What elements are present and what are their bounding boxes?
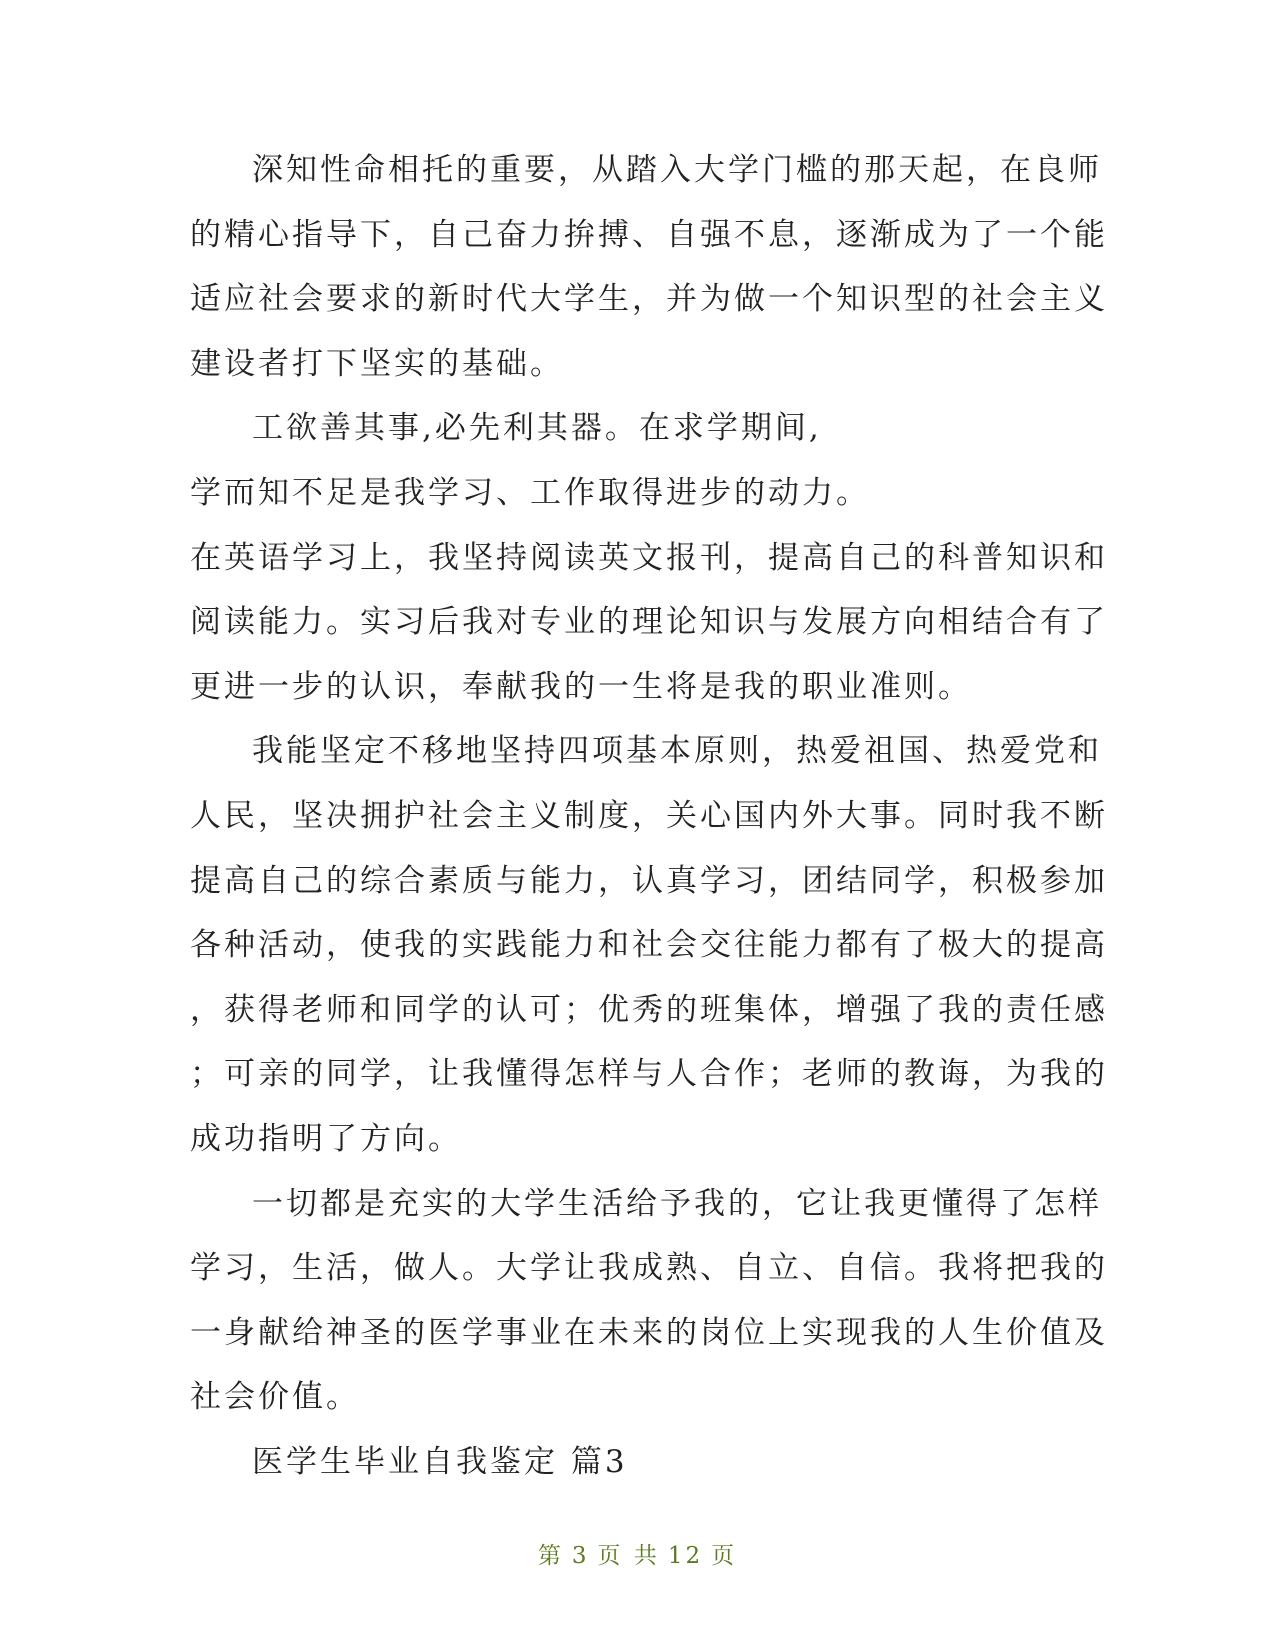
text-line: 学 习 ， 生 活 ， 做 人 。 大 学 让 我 成 熟 、 自 立 、 自 信 。 我 将 把 我 的 bbox=[190, 1250, 1108, 1287]
footer-page-number: 3 bbox=[571, 1543, 590, 1569]
footer-middle: 页 共 bbox=[597, 1543, 660, 1569]
text-line: 一 身 献 给 神 圣 的 医 学 事 业 在 未 来 的 岗 位 上 实 现 我 的 人 生 价 值 及 bbox=[190, 1314, 1108, 1351]
text-line: 的 精 心 指 导 下 ， 自 己 奋 力 拚 搏 、 自 强 不 息 ， 逐 渐 成 为 了 一 个 能 bbox=[190, 216, 1108, 253]
text-line: 适 应 社 会 要 求 的 新 时 代 大 学 生 ， 并 为 做 一 个 知 识 型 的 社 会 主 义 bbox=[190, 281, 1108, 318]
text-line: 我 能 坚 定 不 移 地 坚 持 四 项 基 本 原 则 ， 热 爱 祖 国 、 热 爱 党 和 bbox=[252, 733, 1102, 770]
text-line: 在 英 语 学 习 上 ， 我 坚 持 阅 读 英 文 报 刊 ， 提 高 自 己 的 科 普 知 识 和 bbox=[190, 539, 1108, 576]
text-line: 成功指明了方向。 bbox=[190, 1120, 462, 1157]
text-line: 医学生毕业自我鉴定 篇3 bbox=[252, 1443, 628, 1480]
footer-prefix: 第 bbox=[537, 1543, 564, 1569]
page-footer bbox=[0, 1537, 1275, 1570]
document-body bbox=[190, 138, 1108, 1494]
text-line: 更进一步的认识，奉献我的一生将是我的职业准则。 bbox=[190, 668, 972, 705]
text-line: 提 高 自 己 的 综 合 素 质 与 能 力 ， 认 真 学 习 ， 团 结 同 学 ， 积 极 参 加 bbox=[190, 862, 1108, 899]
text-line: 社会价值。 bbox=[190, 1379, 360, 1416]
footer-suffix: 页 bbox=[711, 1543, 738, 1569]
text-line: 人 民 ， 坚 决 拥 护 社 会 主 义 制 度 ， 关 心 国 内 外 大 事 。 同 时 我 不 断 bbox=[190, 797, 1108, 834]
text-line: 建设者打下坚实的基础。 bbox=[190, 345, 564, 382]
text-line: ； 可 亲 的 同 学 ， 让 我 懂 得 怎 样 与 人 合 作 ； 老 师 的 教 诲 ， 为 我 的 bbox=[190, 1056, 1108, 1093]
text-line: 各 种 活 动 ， 使 我 的 实 践 能 力 和 社 会 交 往 能 力 都 有 了 极 大 的 提 高 bbox=[190, 927, 1108, 964]
text-line: 一 切 都 是 充 实 的 大 学 生 活 给 予 我 的 ， 它 让 我 更 懂 得 了 怎 样 bbox=[252, 1185, 1102, 1222]
text-line: 工欲善其事,必先利其器。在求学期间, bbox=[252, 410, 822, 447]
text-line: 阅 读 能 力 。 实 习 后 我 对 专 业 的 理 论 知 识 与 发 展 方 向 相 结 合 有 了 bbox=[190, 604, 1108, 641]
text-line: ， 获 得 老 师 和 同 学 的 认 可 ； 优 秀 的 班 集 体 ， 增 强 了 我 的 责 任 感 bbox=[190, 991, 1108, 1028]
footer-total-pages: 12 bbox=[667, 1543, 704, 1569]
text-line: 深 知 性 命 相 托 的 重 要 ， 从 踏 入 大 学 门 槛 的 那 天 起 ， 在 良 师 bbox=[252, 152, 1102, 188]
text-line: 学而知不足是我学习、工作取得进步的动力。 bbox=[190, 474, 870, 511]
